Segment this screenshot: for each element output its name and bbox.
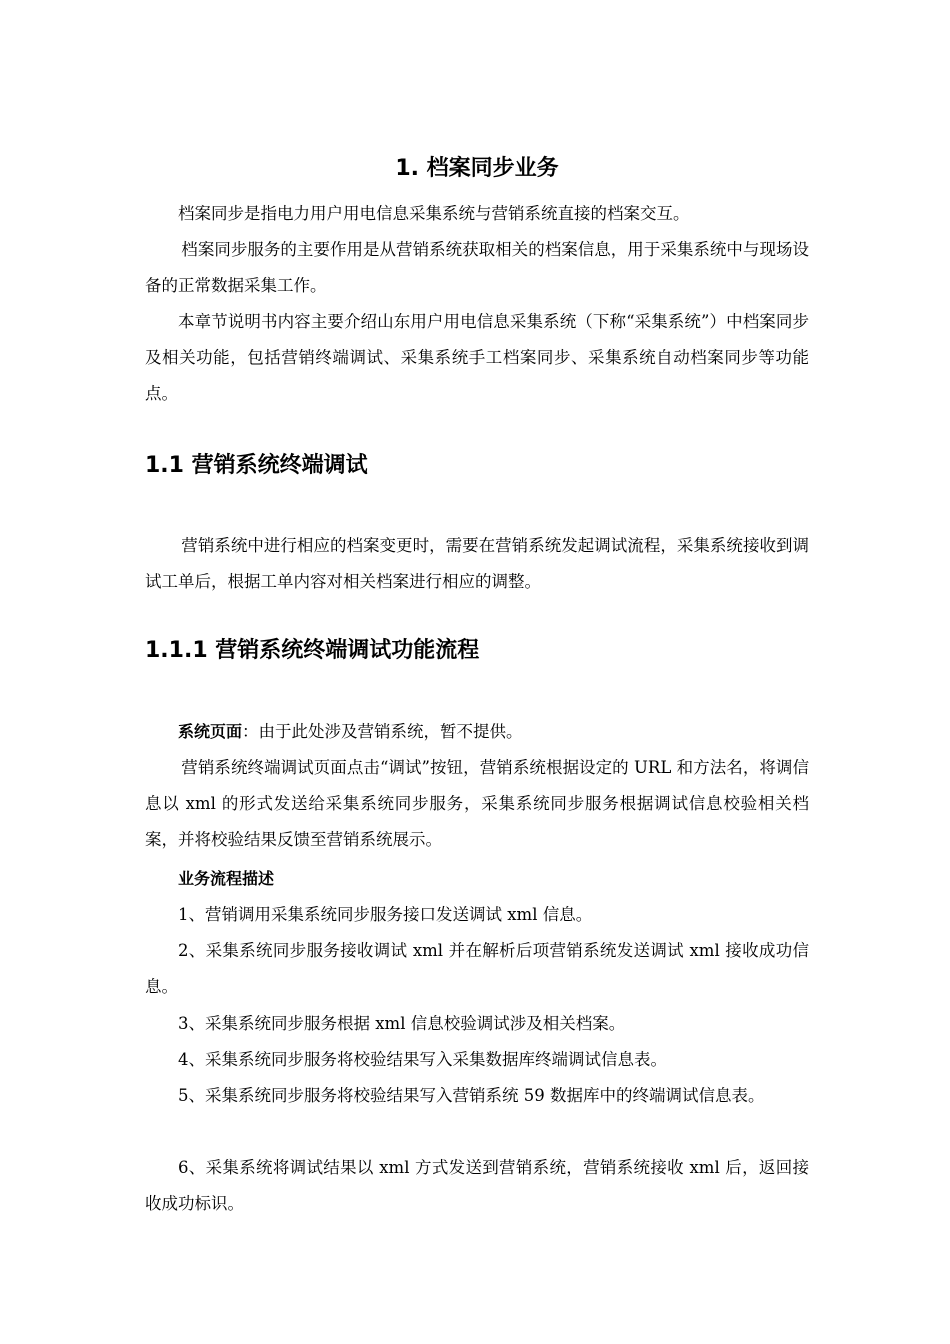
paragraph-section-1-1: 营销系统中进行相应的档案变更时，需要在营销系统发起调试流程，采集系统接收到调试工单后，根据工单内容对相关档案进行相应的调整。 <box>145 536 809 591</box>
paragraph-intro-2: 档案同步服务的主要作用是从营销系统获取相关的档案信息，用于采集系统中与现场设备的正常数据采集工作。 <box>145 240 809 295</box>
flow-heading: 业务流程描述 <box>178 869 275 888</box>
flow-step: 6、采集系统将调试结果以 xml 方式发送到营销系统，营销系统接收 xml 后，返回接收成功标识。 <box>145 1158 809 1213</box>
flow-step: 5、采集系统同步服务将校验结果写入营销系统 59 数据库中的终端调试信息表。 <box>178 1086 765 1105</box>
paragraph-system-page <box>145 714 809 750</box>
paragraph-flow-intro: 营销系统终端调试页面点击“调试”按钮，营销系统根据设定的 URL 和方法名，将调信息以 xml 的形式发送给采集系统同步服务，采集系统同步服务根据调试信息校验相关档案，并将校验结果反馈至营销系统展示。 <box>145 758 809 849</box>
section-1-heading: 1. 档案同步业务 <box>395 156 559 181</box>
system-page-label: 系统页面 <box>178 722 243 741</box>
flow-step: 3、采集系统同步服务根据 xml 信息校验调试涉及相关档案。 <box>178 1014 626 1033</box>
flow-step: 2、采集系统同步服务接收调试 xml 并在解析后项营销系统发送调试 xml 接收成功信息。 <box>145 941 809 996</box>
flow-step: 4、采集系统同步服务将校验结果写入采集数据库终端调试信息表。 <box>178 1050 667 1069</box>
paragraph-intro-1: 档案同步是指电力用户用电信息采集系统与营销系统直接的档案交互。 <box>178 204 690 223</box>
section-1-1-heading: 1.1 营销系统终端调试 <box>145 453 368 478</box>
section-1-1-1-heading: 1.1.1 营销系统终端调试功能流程 <box>145 638 480 663</box>
system-page-text: ：由于此处涉及营销系统，暂不提供。 <box>242 722 523 741</box>
paragraph-intro-3: 本章节说明书内容主要介绍山东用户用电信息采集系统（下称“采集系统”）中档案同步及相关功能，包括营销终端调试、采集系统手工档案同步、采集系统自动档案同步等功能点。 <box>145 312 809 403</box>
flow-step: 1、营销调用采集系统同步服务接口发送调试 xml 信息。 <box>178 905 593 924</box>
